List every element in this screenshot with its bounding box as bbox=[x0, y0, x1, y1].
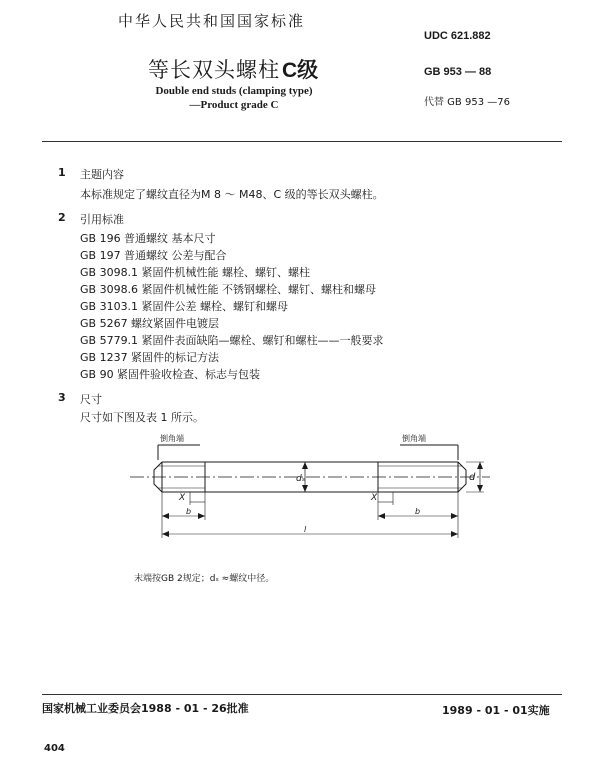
implementation-date: 1989 - 01 - 01实施 bbox=[442, 704, 550, 717]
ref-item: GB 5267 螺纹紧固件电镀层 bbox=[80, 317, 220, 330]
section-3-number: 3 bbox=[58, 391, 66, 404]
dim-d-label: d bbox=[469, 472, 476, 483]
ref-item: GB 3098.6 紧固件机械性能 不锈钢螺栓、螺钉、螺柱和螺母 bbox=[80, 283, 377, 296]
page-number: 404 bbox=[44, 743, 65, 754]
footer-divider bbox=[42, 694, 562, 695]
section-3-title: 尺寸 bbox=[80, 393, 102, 406]
dim-ds-label: dₛ bbox=[296, 474, 306, 484]
label-chamfer-left: 倒角端 bbox=[160, 434, 184, 443]
figure-note: 末端按GB 2规定；dₛ ≈螺纹中径。 bbox=[134, 574, 275, 584]
title-english-line2: —Product grade C bbox=[189, 99, 279, 111]
ref-item: GB 196 普通螺纹 基本尺寸 bbox=[80, 232, 216, 245]
title-english-line1: Double end studs (clamping type) bbox=[155, 85, 313, 97]
title-grade: C级 bbox=[282, 59, 319, 82]
dim-b-right-label: b bbox=[415, 507, 421, 516]
b-right-arrow-l bbox=[378, 513, 385, 519]
ref-item: GB 5779.1 紧固件表面缺陷—螺栓、螺钉和螺柱——一般要求 bbox=[80, 334, 384, 347]
dim-x-right-label: X bbox=[371, 493, 378, 503]
l-arrow-l bbox=[162, 531, 169, 537]
section-2-title: 引用标准 bbox=[80, 213, 124, 226]
ref-item: GB 90 紧固件验收检查、标志与包装 bbox=[80, 368, 261, 381]
section-1-title: 主题内容 bbox=[80, 168, 124, 181]
udc-number: UDC 621.882 bbox=[424, 30, 491, 42]
gb-number: GB 953 — 88 bbox=[424, 66, 492, 78]
l-arrow-r bbox=[451, 531, 458, 537]
ref-item: GB 3098.1 紧固件机械性能 螺栓、螺钉、螺柱 bbox=[80, 266, 311, 279]
d-arrow-top bbox=[477, 462, 483, 469]
b-left-arrow-r bbox=[198, 513, 205, 519]
standard-org-header: 中华人民共和国国家标准 bbox=[118, 12, 306, 30]
d-arrow-bot bbox=[477, 485, 483, 492]
dim-l-label: l bbox=[304, 525, 307, 534]
section-1-number: 1 bbox=[58, 166, 66, 179]
ds-arrow-top bbox=[302, 462, 308, 469]
ds-arrow-bot bbox=[302, 485, 308, 492]
title-chinese: 等长双头螺柱 bbox=[148, 58, 280, 82]
issued-by: 国家机械工业委员会1988 - 01 - 26批准 bbox=[42, 702, 249, 715]
b-right-arrow-r bbox=[451, 513, 458, 519]
b-left-arrow-l bbox=[162, 513, 169, 519]
ref-item: GB 3103.1 紧固件公差 螺栓、螺钉和螺母 bbox=[80, 300, 289, 313]
section-3-body: 尺寸如下图及表 1 所示。 bbox=[80, 411, 204, 424]
dim-b-left-label: b bbox=[186, 507, 192, 516]
ref-item: GB 1237 紧固件的标记方法 bbox=[80, 351, 220, 364]
dim-x-left-label: X bbox=[179, 493, 186, 503]
ref-item: GB 197 普通螺纹 公差与配合 bbox=[80, 249, 227, 262]
label-chamfer-right: 倒角端 bbox=[402, 434, 426, 443]
section-1-body: 本标准规定了螺纹直径为M 8 ～ M48、C 级的等长双头螺柱。 bbox=[80, 188, 384, 201]
section-2-number: 2 bbox=[58, 211, 66, 224]
replaces-standard: 代替 GB 953 —76 bbox=[424, 97, 510, 108]
